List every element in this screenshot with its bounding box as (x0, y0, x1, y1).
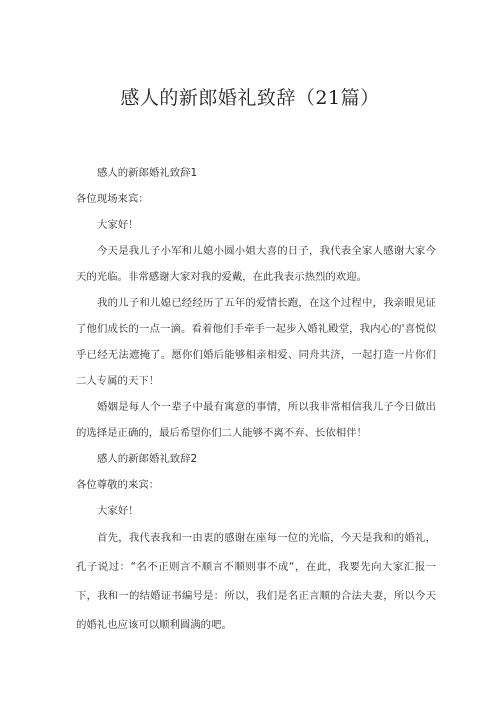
paragraph: 婚姻是每人个一辈子中最有寓意的事情，所以我非常相信我儿子今日做出的选择是正确的，最后希望你们二人能够不离不弃、长依相伴！ (76, 401, 436, 439)
paragraph: 首先，我代表我和一由衷的感谢在座每一位的光临，今天是我和的婚礼，孔子说过：“名不正则言不顺言不顺则事不成“，在此，我要先向大家汇报一下，我和一的结婚证书编号是：所以，我们是名正言顺的合法夫妻，所以今天的婚礼也应该可以顺利圆满的吧。 (76, 532, 436, 631)
paragraph: 我的儿子和儿媳已经经历了五年的爱情长跑，在这个过程中，我亲眼见证了他们成长的一点一滴。看着他们手牵手一起步入婚礼殿堂，我内心的'喜悦似乎已经无法遮掩了。愿你们婚后能够相亲相爱、同舟共济，一起打造一片你们二人专属的天下！ (76, 297, 436, 387)
salutation: 各位尊敬的来宾： (76, 479, 160, 491)
greeting: 大家好！ (97, 219, 139, 231)
document-body (76, 160, 436, 640)
section-heading: 感人的新郎婚礼致辞1 (97, 167, 198, 179)
salutation: 各位现场来宾： (76, 193, 149, 205)
section-heading: 感人的新郎婚礼致辞2 (97, 453, 198, 465)
document-title: 感人的新郎婚礼致辞（21篇） (120, 87, 380, 109)
paragraph: 今天是我儿子小军和儿媳小圆小姐大喜的日子，我代表全家人感谢大家今天的光临。非常感谢大家对我的爱戴，在此我表示热烈的欢迎。 (76, 245, 436, 283)
greeting: 大家好！ (97, 505, 139, 517)
